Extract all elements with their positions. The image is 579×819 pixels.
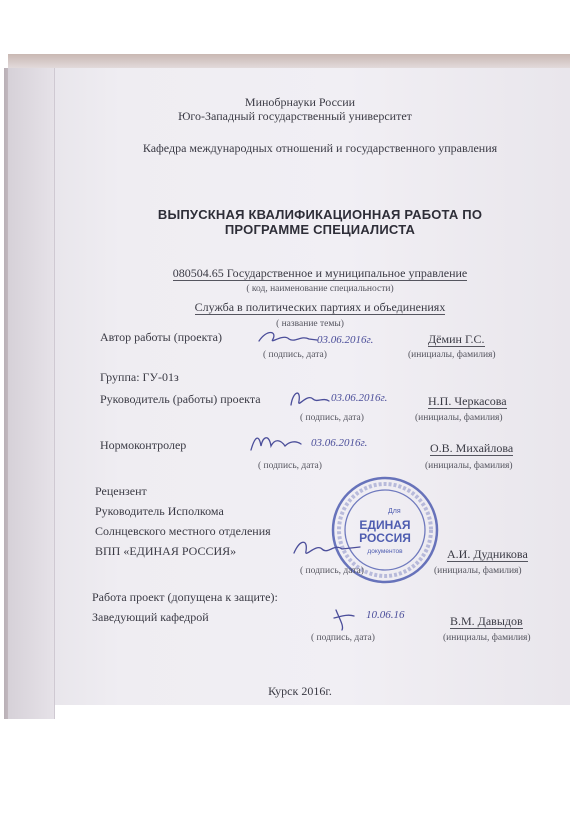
head-sig-hint: ( подпись, дата) bbox=[311, 633, 375, 643]
specialty-value: 080504.65 Государственное и муниципальное управление bbox=[172, 266, 468, 280]
author-name-hint: (инициалы, фамилия) bbox=[408, 350, 496, 360]
author-name: Дёмин Г.С. bbox=[428, 332, 485, 346]
normcontroller-name: О.В. Михайлова bbox=[430, 441, 514, 455]
supervisor-name-hint: (инициалы, фамилия) bbox=[415, 413, 503, 423]
specialty-hint: ( код, наименование специальности) bbox=[246, 284, 394, 294]
city-year: Курск 2016г. bbox=[268, 684, 332, 698]
supervisor-signature-date: 03.06.2016г. bbox=[331, 392, 388, 404]
normcontroller-sig-hint: ( подпись, дата) bbox=[258, 461, 322, 471]
head-signature-date: 10.06.16 bbox=[366, 609, 405, 621]
group-label: Группа: ГУ-01з bbox=[100, 370, 179, 384]
stamp-line-1: ЕДИНАЯ bbox=[359, 518, 411, 532]
title-line-2: ПРОГРАММЕ СПЕЦИАЛИСТА bbox=[224, 222, 416, 237]
supervisor-signature bbox=[285, 385, 400, 413]
stamp-line-2: РОССИЯ bbox=[359, 531, 411, 545]
author-signature-date: 03.06.2016г. bbox=[317, 334, 374, 346]
reviewer-org: Солнцевского местного отделения bbox=[95, 524, 271, 538]
reviewer-name-hint: (инициалы, фамилия) bbox=[434, 566, 522, 576]
normcontroller-signature bbox=[245, 428, 380, 458]
head-name-hint: (инициалы, фамилия) bbox=[443, 633, 531, 643]
reviewer-sig-hint: ( подпись, дата) bbox=[300, 566, 364, 576]
photo-top-edge bbox=[8, 54, 570, 68]
reviewer-name: А.И. Дудникова bbox=[447, 547, 528, 561]
ministry-line: Минобрнауки России bbox=[244, 95, 356, 109]
normcontroller-signature-date: 03.06.2016г. bbox=[311, 437, 368, 449]
reviewer-label: Рецензент bbox=[95, 484, 147, 498]
author-label: Автор работы (проекта) bbox=[100, 330, 222, 344]
supervisor-name: Н.П. Черкасова bbox=[428, 394, 507, 408]
author-sig-hint: ( подпись, дата) bbox=[263, 350, 327, 360]
normcontroller-name-hint: (инициалы, фамилия) bbox=[425, 461, 513, 471]
stamp-top-text: Для bbox=[388, 508, 401, 515]
reviewer-signature bbox=[290, 533, 370, 565]
department-line: Кафедра международных отношений и государственного управления bbox=[142, 141, 498, 155]
reviewer-position: Руководитель Исполкома bbox=[95, 504, 224, 518]
previous-page-edge bbox=[8, 68, 55, 719]
head-of-department-label: Заведующий кафедрой bbox=[92, 610, 209, 624]
author-signature bbox=[255, 325, 374, 351]
title-line-1: ВЫПУСКНАЯ КВАЛИФИКАЦИОННАЯ РАБОТА ПО bbox=[157, 207, 483, 222]
admission-label: Работа проект (допущена к защите): bbox=[92, 590, 278, 604]
supervisor-sig-hint: ( подпись, дата) bbox=[300, 413, 364, 423]
head-signature bbox=[330, 600, 440, 634]
head-name: В.М. Давыдов bbox=[450, 614, 523, 628]
stamp-line-3: документов bbox=[367, 548, 403, 555]
university-line: Юго-Западный государственный университет bbox=[178, 109, 412, 123]
topic-value: Служба в политических партиях и объединениях bbox=[194, 300, 446, 314]
normcontroller-label: Нормоконтролер bbox=[100, 438, 187, 452]
reviewer-party: ВПП «ЕДИНАЯ РОССИЯ» bbox=[95, 544, 237, 558]
topic-hint: ( название темы) bbox=[276, 319, 344, 329]
supervisor-label: Руководитель (работы) проекта bbox=[100, 392, 261, 406]
